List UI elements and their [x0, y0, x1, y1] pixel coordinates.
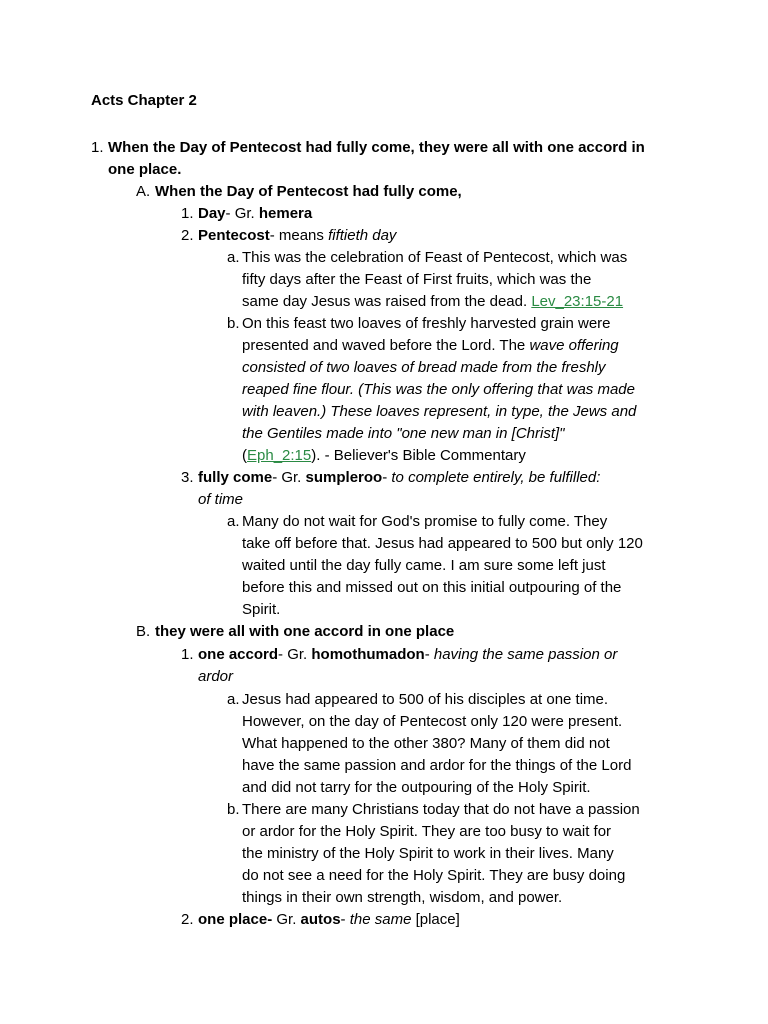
- a2-term: Pentecost: [198, 227, 270, 244]
- b1-sep: - Gr.: [278, 646, 312, 663]
- section-a-marker: A.: [136, 183, 151, 200]
- page-title: Acts Chapter 2: [91, 92, 197, 109]
- a3a-line-2: take off before that. Jesus had appeared to 500 but only 120: [242, 535, 643, 552]
- b1-number: 1.: [181, 646, 194, 663]
- a2b-wave-offering: wave offering: [529, 337, 619, 354]
- b1a-line-2: However, on the day of Pentecost only 120 were present.: [242, 713, 623, 730]
- section-a-heading: When the Day of Pentecost had fully come,: [155, 183, 462, 200]
- a2b-line-4: reaped fine flour. (This was the only offering that was made: [242, 381, 635, 398]
- a3a-line-1: Many do not wait for God's promise to fully come. They: [242, 513, 608, 530]
- a2b-attribution: ). - Believer's Bible Commentary: [311, 447, 526, 464]
- b2-number: 2.: [181, 911, 194, 928]
- b1a-line-4: have the same passion and ardor for the things of the Lord: [242, 757, 632, 774]
- b1a-line-3: What happened to the other 380? Many of them did not: [242, 735, 610, 752]
- b1-line-2: ardor: [198, 668, 234, 685]
- a3-sep2: -: [382, 469, 392, 486]
- b2-line: [198, 909, 460, 931]
- a3-line-2: of time: [198, 491, 244, 508]
- a2b-line-1: On this feast two loaves of freshly harvested grain were: [242, 315, 611, 332]
- a2b-line-5: with leaven.) These loaves represent, in type, the Jews and: [242, 403, 637, 420]
- a1-number: 1.: [181, 205, 194, 222]
- item-1-number: 1.: [91, 139, 104, 156]
- a2a-marker: a.: [227, 249, 240, 266]
- a3a-line-3: waited until the day fully came. I am sure some left just: [242, 557, 606, 574]
- a2-line: [198, 225, 396, 247]
- a2b-line-2: [242, 335, 619, 357]
- a3-meaning: to complete entirely, be fulfilled:: [391, 469, 601, 486]
- b1a-line-5: and did not tarry for the outpouring of the Holy Spirit.: [242, 779, 591, 796]
- b2-sep2: -: [340, 911, 350, 928]
- lev-reference-link[interactable]: Lev_23:15-21: [531, 293, 624, 310]
- a3a-marker: a.: [227, 513, 240, 530]
- b1b-line-2: or ardor for the Holy Spirit. They are too busy to wait for: [242, 823, 612, 840]
- b1b-line-4: do not see a need for the Holy Spirit. They are busy doing: [242, 867, 626, 884]
- a2b-paren-open: (: [242, 447, 247, 464]
- a3-greek: sumpleroo: [305, 469, 383, 486]
- a2-sep: - means: [269, 227, 329, 244]
- b1-meaning: having the same passion or: [433, 646, 618, 663]
- b2-term: one place-: [198, 911, 273, 928]
- a2-meaning: fiftieth day: [328, 227, 397, 244]
- a3-term: fully come: [198, 469, 273, 486]
- b2-sep: Gr.: [272, 911, 301, 928]
- a2b-marker: b.: [227, 315, 240, 332]
- b1a-line-1: Jesus had appeared to 500 of his disciples at one time.: [242, 691, 609, 708]
- item-1-line-2: one place.: [108, 161, 182, 178]
- a1-sep: - Gr.: [225, 205, 259, 222]
- a2b-line-6: the Gentiles made into "one new man in [Christ]": [242, 425, 565, 442]
- b1b-marker: b.: [227, 801, 240, 818]
- b1-greek: homothumadon: [311, 646, 425, 663]
- b2-meaning: the same: [349, 911, 412, 928]
- a1-greek: hemera: [258, 205, 313, 222]
- a1-term: Day: [198, 205, 226, 222]
- b1a-marker: a.: [227, 691, 240, 708]
- b1b-line-5: things in their own strength, wisdom, and power.: [242, 889, 563, 906]
- a2a-line-3: [242, 291, 623, 313]
- a3-sep: - Gr.: [272, 469, 306, 486]
- a2-number: 2.: [181, 227, 194, 244]
- b1-line-1: [198, 644, 617, 666]
- section-b-heading: they were all with one accord in one place: [155, 623, 455, 640]
- section-b-marker: B.: [136, 623, 151, 640]
- a2b-line-7: [242, 445, 526, 467]
- b2-tail: [place]: [411, 911, 460, 928]
- b1b-line-3: the ministry of the Holy Spirit to work in their lives. Many: [242, 845, 614, 862]
- a3a-line-5: Spirit.: [242, 601, 281, 618]
- a2a-line-3-text: same day Jesus was raised from the dead.: [242, 293, 532, 310]
- item-1-line-1: When the Day of Pentecost had fully come, they were all with one accord in: [108, 139, 645, 156]
- eph-reference-link[interactable]: Eph_2:15: [247, 447, 312, 464]
- a2a-line-2: fifty days after the Feast of First fruits, which was the: [242, 271, 592, 288]
- a3a-line-4: before this and missed out on this initial outpouring of the: [242, 579, 622, 596]
- a2a-line-1: This was the celebration of Feast of Pentecost, which was: [242, 249, 628, 266]
- b2-greek: autos: [300, 911, 341, 928]
- a1-line: [198, 203, 312, 225]
- a3-number: 3.: [181, 469, 194, 486]
- a2b-line-2-text: presented and waved before the Lord. The: [242, 337, 530, 354]
- a3-line-1: [198, 467, 600, 489]
- b1-sep2: -: [424, 646, 434, 663]
- b1b-line-1: There are many Christians today that do not have a passion: [242, 801, 640, 818]
- a2b-line-3: consisted of two loaves of bread made from the freshly: [242, 359, 606, 376]
- b1-term: one accord: [198, 646, 279, 663]
